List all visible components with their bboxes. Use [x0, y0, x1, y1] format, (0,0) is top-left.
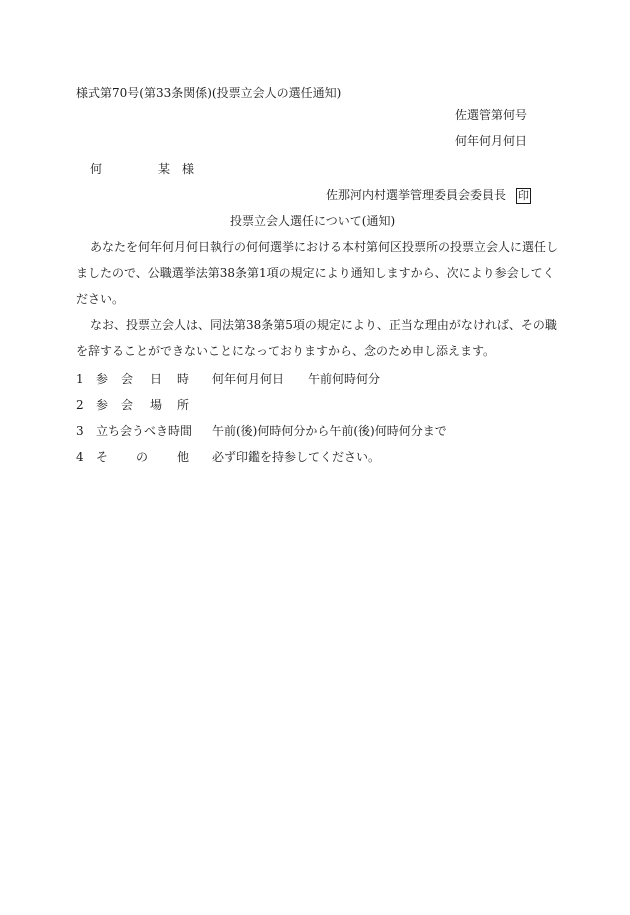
form-title: 様式第70号(第33条関係)(投票立会人の選任通知) — [76, 86, 342, 100]
item-4-label-char: の — [136, 450, 149, 464]
item-1-label-char: 参 — [96, 372, 109, 386]
item-3-number: 3 — [76, 424, 84, 438]
item-1-value-time: 午前何時何分 — [308, 372, 381, 386]
body-paragraph-2-line-1: なお、投票立会人は、同法第38条第5項の規定により、正当な理由がなければ、その職 — [90, 318, 557, 332]
item-1-label-char: 日 — [150, 372, 163, 386]
document-date: 何年何月何日 — [455, 134, 528, 148]
sender-title: 佐那河内村選挙管理委員会委員長 — [326, 188, 507, 202]
item-2-label-char: 場 — [150, 398, 163, 412]
item-1-label-char: 会 — [121, 372, 134, 386]
item-4-value: 必ず印鑑を持参してください。 — [212, 450, 381, 464]
item-3-value: 午前(後)何時何分から午前(後)何時何分まで — [212, 424, 447, 438]
item-1-value-date: 何年何月何日 — [212, 372, 285, 386]
item-4-label-char: そ — [96, 450, 109, 464]
recipient-name-1: 何 — [90, 162, 103, 176]
recipient-name-2: 某 — [158, 162, 171, 176]
body-paragraph-1-line-3: ださい。 — [76, 292, 125, 306]
sender-line — [326, 187, 531, 204]
subject: 投票立会人選任について(通知) — [230, 214, 396, 228]
body-paragraph-1-line-2: ましたので、公職選挙法第38条第1項の規定により通知しますから、次により参会してく — [76, 266, 555, 280]
body-paragraph-1-line-1: あなたを何年何月何日執行の何何選挙における本村第何区投票所の投票立会人に選任し — [90, 240, 559, 254]
item-4-label-char: 他 — [177, 450, 190, 464]
seal-mark: 印 — [518, 189, 530, 202]
item-4-number: 4 — [76, 450, 84, 464]
item-1-number: 1 — [76, 372, 84, 386]
item-3-label: 立ち会うべき時間 — [96, 424, 193, 438]
body-paragraph-2-line-2: を辞することができないことになっておりますから、念のため申し添えます。 — [76, 344, 496, 358]
item-1-label-char: 時 — [177, 372, 190, 386]
document-number: 佐選管第何号 — [455, 108, 528, 122]
item-2-label-char: 所 — [177, 398, 190, 412]
item-2-label-char: 会 — [121, 398, 134, 412]
item-2-label-char: 参 — [96, 398, 109, 412]
item-2-number: 2 — [76, 398, 84, 412]
recipient-honorific: 様 — [182, 162, 195, 176]
